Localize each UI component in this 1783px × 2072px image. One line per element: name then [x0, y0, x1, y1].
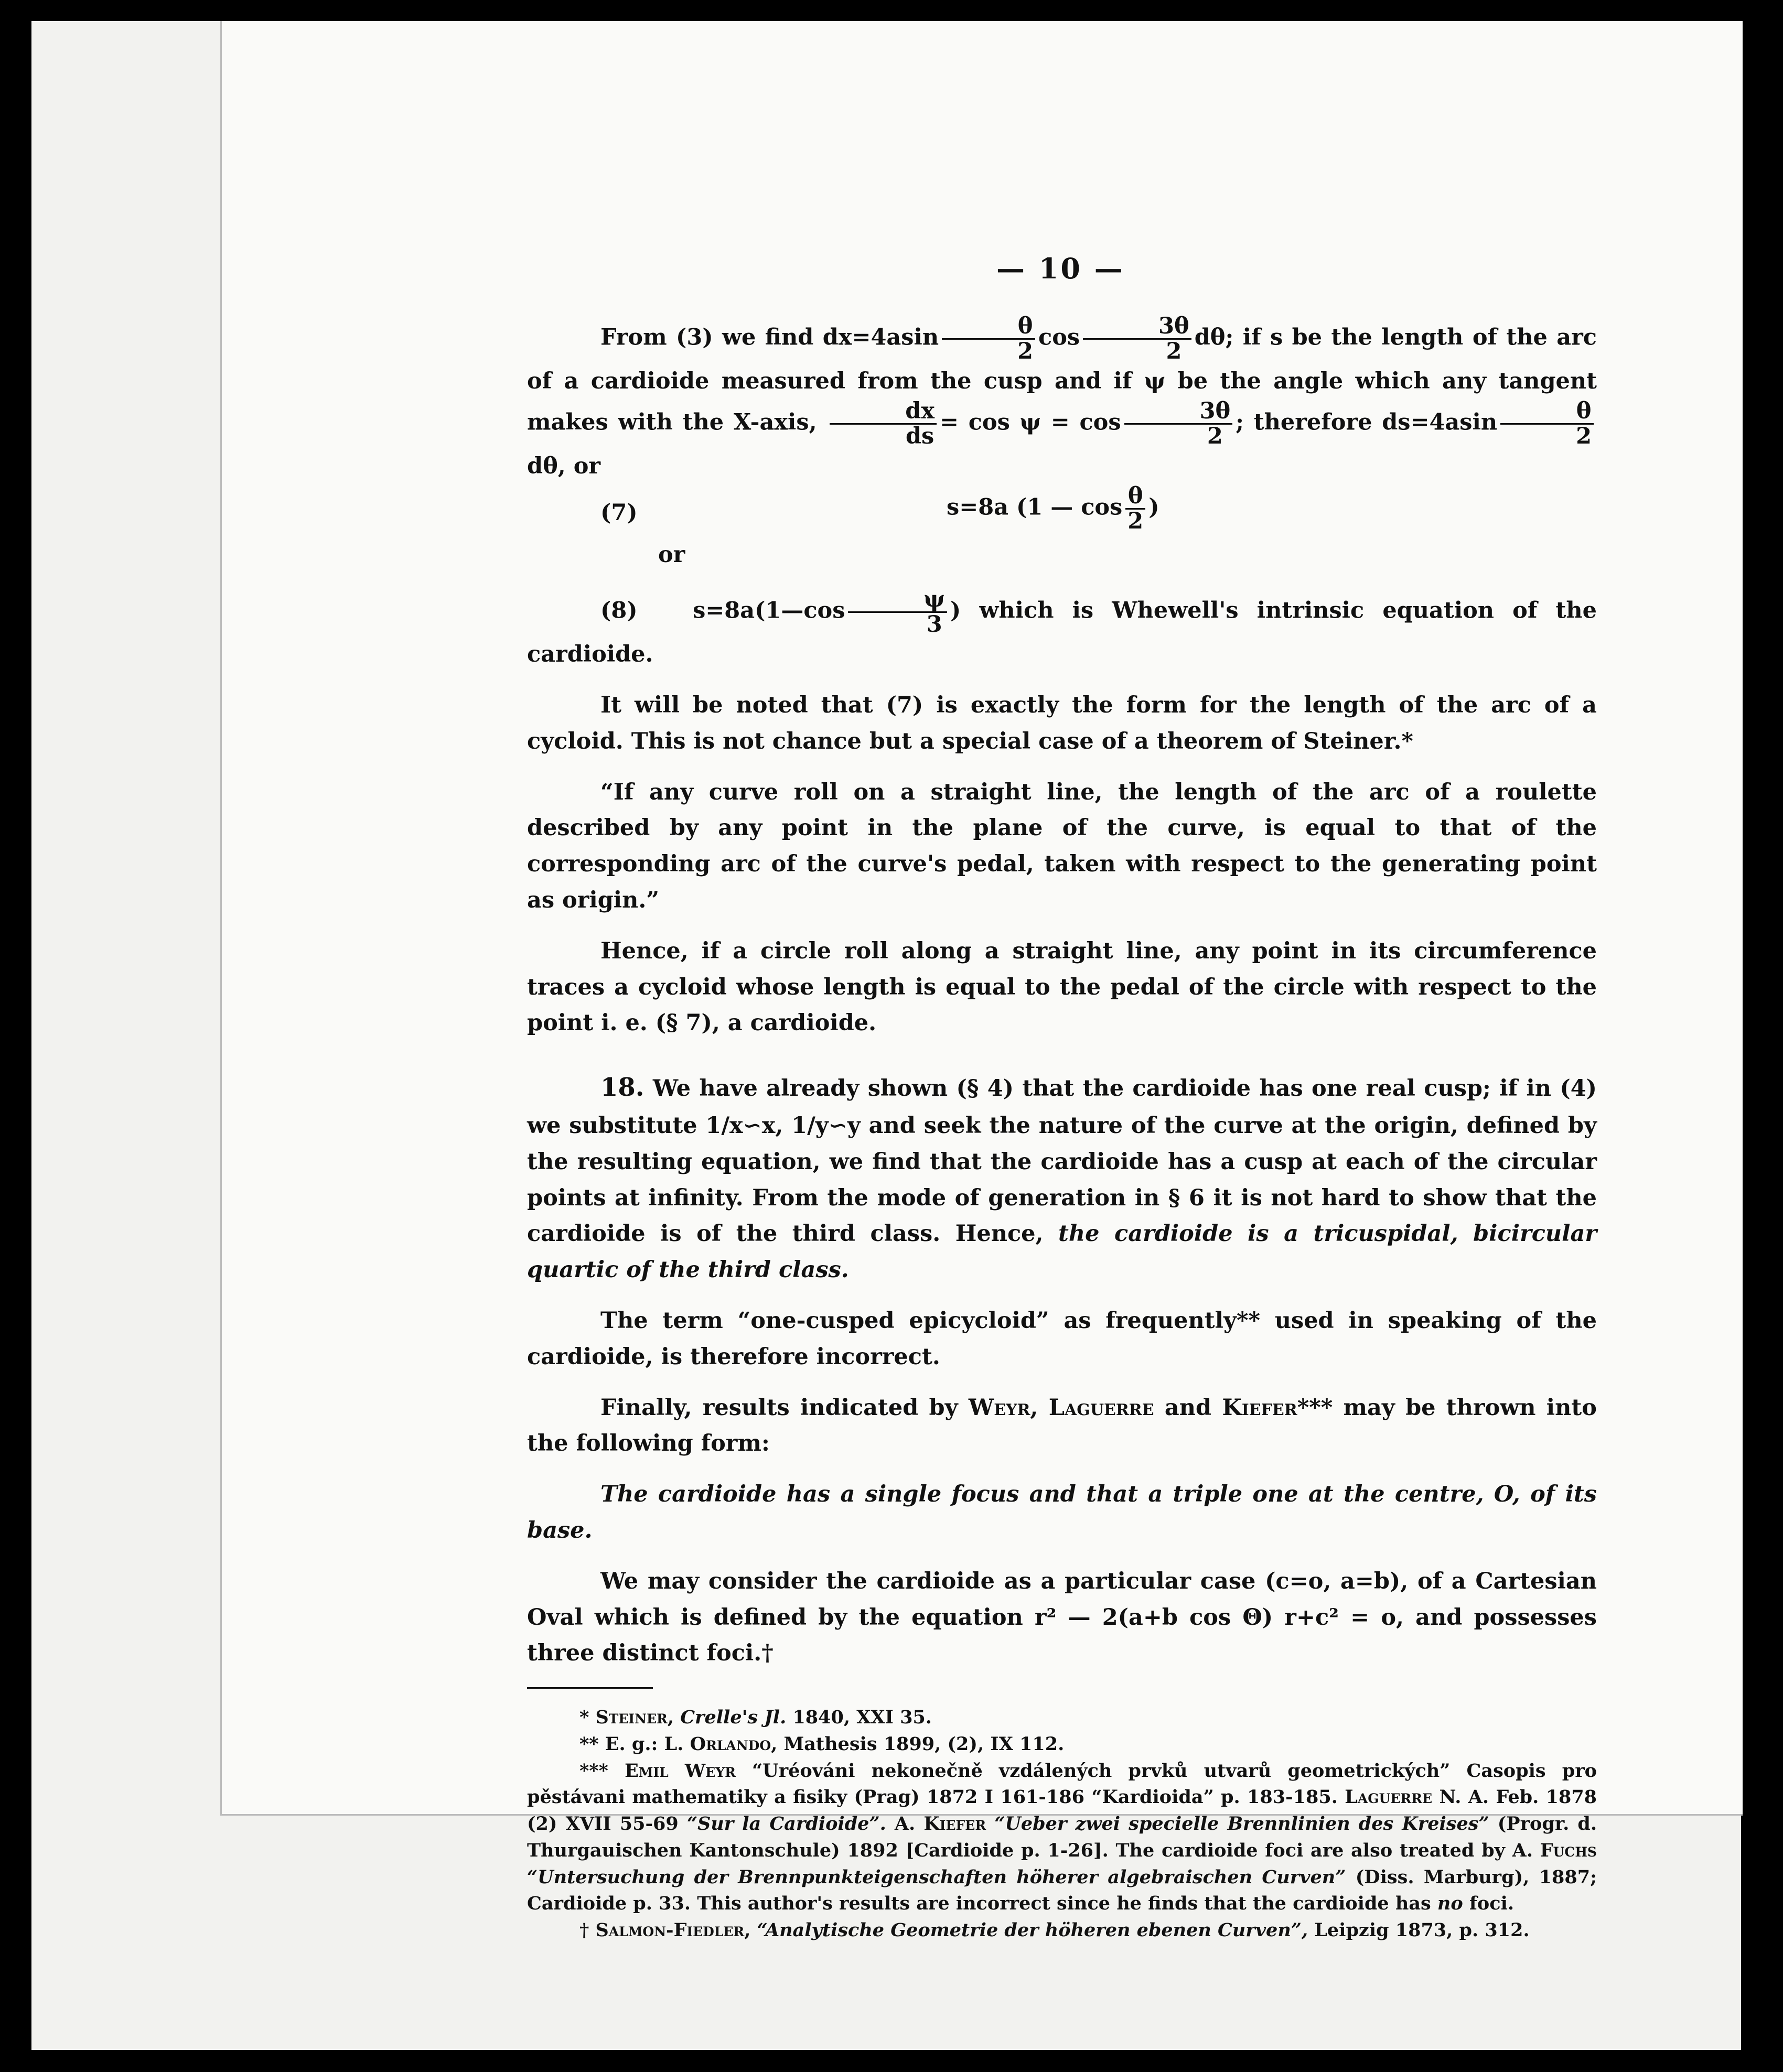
- math: dθ;: [1194, 324, 1234, 351]
- paragraph-cycloid: Hence, if a circle roll along a straight line, any point in its circumference traces a cycloid whose length is equal to the pedal of the circle with respect to the point i. e. (§ 7), a cardioide.: [527, 937, 1597, 1037]
- page-number: — 10 —: [996, 252, 1125, 285]
- paragraph-section-18: [527, 1067, 1597, 1288]
- equation-body: s=8a (1 — cos $\frac{\theta}{2}$ ): [947, 483, 1159, 535]
- footnote-1: * Steiner, Crelle's Jl. 1840, XXI 35.: [579, 1707, 932, 1729]
- math: = cos ψ = cos: [939, 409, 1121, 436]
- equation-label: (7): [600, 500, 638, 526]
- text: From (3) we find: [600, 324, 814, 351]
- fraction: $\frac{\psi}{3}$: [848, 588, 947, 636]
- footnote-rule: [527, 1687, 653, 1689]
- math: cos: [1038, 324, 1080, 351]
- math: s=8a(1—cos: [693, 597, 845, 624]
- equation-7: [527, 484, 1597, 537]
- paragraph-epicycloid: The term “one-cusped epicycloid” as frequently** used in speaking of the cardioide, is therefore incorrect.: [527, 1307, 1597, 1370]
- math: dθ, or: [527, 453, 601, 480]
- fraction: $\frac{\theta}{2}$: [942, 315, 1035, 363]
- math: ds=4asin: [1382, 409, 1498, 436]
- or-text: or: [658, 542, 685, 568]
- paragraph-cartesian-oval: We may consider the cardioide as a particular case (c=o, a=b), of a Cartesian Oval which is defined by the equation r² — 2(a+b cos Θ) r+c² = o, and possesses three distinct foci.†: [527, 1568, 1597, 1667]
- paragraph-steiner: It will be noted that (7) is exactly the form for the length of the arc of a cycloid. This is not chance but a special case of a theorem of Steiner.*: [527, 692, 1597, 754]
- fraction: $\frac{3\theta}{2}$: [1124, 400, 1233, 448]
- page-edge-shadow: [1746, 42, 1761, 1835]
- paragraph-finally: Finally, results indicated by Weyr, Laguerre and Kiefer*** may be thrown into the following form:: [527, 1394, 1597, 1457]
- equation-8: [527, 588, 1597, 673]
- equation-label: (8): [600, 597, 638, 624]
- fraction: $\frac{\theta}{2}$: [1500, 400, 1594, 448]
- text: We have already shown (§ 4) that the cardioide has one real cusp; if in (4) we substitute 1/x∽x, 1/y∽y and seek the nature of the curve at the origin, defined by the resulting equation, we find that the cardioide has a cusp at each of the circular points at infinity. From the mode of generation in § 6 it is not hard to show that the cardioide is of the third class. Hence,: [527, 1075, 1597, 1247]
- footnote-4: † Salmon-Fiedler, “Analytische Geometrie der höheren ebenen Curven”, Leipzig 1873, p. 312.: [579, 1919, 1530, 1941]
- theorem-italic: The cardioide has a single focus and that a triple one at the centre, O, of its base.: [527, 1481, 1597, 1544]
- footnote-2: ** E. g.: L. Orlando, Mathesis 1899, (2), IX 112.: [579, 1733, 1065, 1755]
- text: if s be the length of the arc of a cardioide measured from the cusp and if ψ be the angle which any tangent makes with the X-axis,: [527, 324, 1597, 436]
- quote-theorem: “If any curve roll on a straight line, the length of the arc of a roulette described by any point in the plane of the curve, is equal to that of the corresponding arc of the curve's pedal, taken with respect to the generating point as origin.”: [527, 779, 1597, 914]
- math: dx=4asin: [822, 324, 939, 351]
- fraction: $\frac{3\theta}{2}$: [1083, 315, 1191, 363]
- text: ; therefore: [1236, 409, 1372, 436]
- paragraph-derivative: [527, 315, 1597, 484]
- page-content: [527, 315, 1597, 1944]
- footnotes: [527, 1704, 1597, 1944]
- text: ) which is Whewell's intrinsic equation of the cardioide.: [527, 597, 1597, 668]
- italic-text: the cardioide is a tricuspidal, bicircular quartic of the third class.: [527, 1221, 1597, 1283]
- footnote-3: *** Emil Weyr “Uréováni nekonečně vzdálených prvků utvarů geometrických” Casopis pro pěstávani mathematiky a fisiky (Prag) 1872 I 161-186 “Kardioida” p. 183-185. Laguerre N. A. Feb. 1878 (2) XVII 55-69 “Sur la Cardioide”. A. Kiefer “Ueber zwei specielle Brennlinien des Kreises” (Progr. d. Thurgauischen Kantonschule) 1892 [Cardioide p. 1-26]. The cardioide foci are also treated by A. Fuchs “Untersuchung der Brennpunkteigenschaften höherer algebraischen Curven” (Diss. Marburg), 1887; Cardioide p. 33. This author's results are incorrect since he finds that the cardioide has no foci.: [527, 1760, 1597, 1915]
- fraction: $\frac{dx}{ds}$: [830, 400, 937, 448]
- section-number: 18.: [600, 1073, 645, 1103]
